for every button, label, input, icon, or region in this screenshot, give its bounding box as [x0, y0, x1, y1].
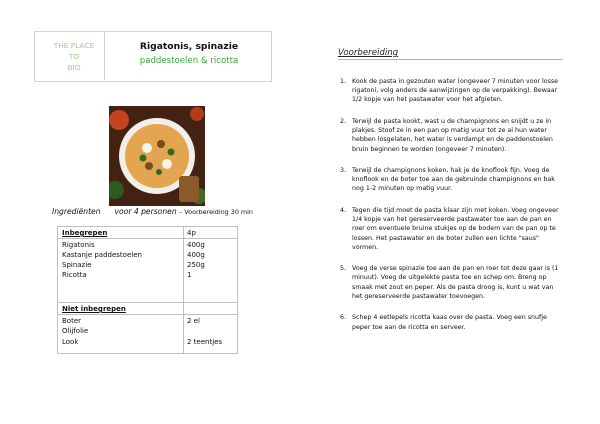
recipe-subtitle: paddestoelen & ricotta: [139, 56, 239, 66]
ingredient-name: Ricotta: [62, 271, 87, 279]
preparation-rule: [338, 59, 563, 60]
step-text: Terwijl de pasta kookt, wast u de champignons en snijdt u ze in plakjes. Stoof ze in een pan op matig vuur tot ze al hun water hebben losgelaten, het water is verdampt en de paddenstoelen bruin beginnen te worden (ongeveer 7 minuten).: [352, 117, 553, 153]
ingredient-qty: 400g: [187, 241, 205, 249]
ingredients-heading: [52, 207, 253, 216]
included-header: Inbegrepen: [62, 229, 108, 237]
step-item: 3. Terwijl de champignons koken, hak je de knoflook fijn. Voeg de knoflook en de boter toe aan de gebruinde champignons en bak nog 1-2 minuten op matig vuur.: [340, 167, 555, 193]
table-divider: [58, 302, 237, 303]
ingredient-name: Look: [62, 338, 79, 346]
step-item: 6. Schep 4 eetlepels ricotta kaas over de pasta. Voeg een snufje peper toe aan de ricotta en serveer.: [340, 314, 547, 331]
ingredient-name: Spinazie: [62, 261, 92, 269]
ingredient-name: Kastanje paddestoelen: [62, 251, 142, 259]
ingredients-table: [57, 226, 238, 354]
brand-logo: [52, 37, 96, 75]
ingredient-qty: 2 el: [187, 317, 200, 325]
table-row: [58, 250, 237, 260]
step-item: 5. Voeg de verse spinazie toe aan de pan en roer tot deze gaar is (1 minuut). Voeg de uitgelekte pasta toe en schep om. Breng op smaak met zout en peper. Als de pasta droog is, kunt u wat van het gereserveerde pastawater toevoegen.: [340, 265, 559, 300]
servings-label: voor 4 personen: [114, 207, 177, 216]
not-included-header-row: [58, 304, 237, 314]
logo-line-2: TO: [68, 52, 80, 61]
table-row: [58, 240, 237, 250]
step-text: Schep 4 eetlepels ricotta kaas over de pasta. Voeg een snufje peper toe aan de ricotta en serveer.: [352, 314, 547, 331]
table-row: [58, 337, 237, 347]
ingredients-label: Ingrediënten: [52, 207, 101, 216]
ingredient-qty: 1: [187, 271, 192, 279]
table-row: [58, 326, 237, 336]
not-included-header: Niet inbegrepen: [62, 305, 126, 313]
step-item: 2. Terwijl de pasta kookt, wast u de champignons en snijdt u ze in plakjes. Stoof ze in een pan op matig vuur tot ze al hun water hebben losgelaten, het water is verdampt en de paddenstoelen bruin beginnen te worden (ongeveer 7 minuten).: [340, 117, 553, 153]
logo-line-3: BIO: [67, 63, 81, 72]
ingredient-qty: 250g: [187, 261, 205, 269]
ingredient-qty: 400g: [187, 251, 205, 259]
ingredient-name: Olijfolie: [62, 327, 89, 335]
table-divider: [58, 314, 237, 315]
table-divider: [58, 238, 237, 239]
dish-photo: [109, 106, 205, 206]
logo-line-1: THE PLACE: [53, 41, 95, 50]
ingredient-name: Rigatonis: [62, 241, 95, 249]
table-row: [58, 260, 237, 270]
recipe-title: Rigatonis, spinazie: [139, 41, 239, 52]
table-row: [58, 270, 237, 280]
ingredient-qty: 2 teentjes: [187, 338, 223, 346]
ingredient-name: Boter: [62, 317, 82, 325]
step-item: 1. Kook de pasta in gezouten water (ongeveer 7 minuten voor losse rigatoni, volg anders de aanwijzingen op de verpakking). Bewaar 1/2 kopje van het pastawater voor het afgieten.: [340, 78, 559, 104]
portion-header: 4p: [187, 229, 196, 237]
step-item: 4. Tegen die tijd moet de pasta klaar zijn met koken. Voeg ongeveer 1/4 kopje van het gereserveerde pastawater toe aan de pan en roer om eventuele bruine stukjes op de bodem van de pan op te lossen. Het pastawater en de boter zullen een lichte "saus" vormen.: [340, 206, 559, 251]
preparation-title: Voorbereiding: [338, 48, 399, 58]
header-divider: [104, 31, 105, 80]
table-header-row: [58, 228, 237, 238]
step-text: Terwijl de champignons koken, hak je de knoflook fijn. Voeg de knoflook en de boter toe aan de gebruinde champignons en bak nog 1-2 minuten op matig vuur.: [352, 167, 555, 193]
step-text: Kook de pasta in gezouten water (ongeveer 7 minuten voor losse rigatoni, volg anders de aanwijzingen op de verpakking). Bewaar 1/2 kopje van het pastawater voor het afgieten.: [352, 78, 559, 104]
prep-time-label: – Voorbereiding 30 min: [179, 208, 253, 216]
preparation-steps: [340, 77, 562, 344]
step-text: Voeg de verse spinazie toe aan de pan en roer tot deze gaar is (1 minuut). Voeg de uitgelekte pasta toe en schep om. Breng op smaak met zout en peper. Als de pasta droog is, kunt u wat van het gereserveerde pastawater toevoegen.: [352, 265, 559, 300]
table-row: [58, 316, 237, 326]
step-text: Tegen die tijd moet de pasta klaar zijn met koken. Voeg ongeveer 1/4 kopje van het gereserveerde pastawater toe aan de pan en roer om eventuele bruine stukjes op de bodem van de pan op te lossen. Het pastawater en de boter zullen een lichte "saus" vormen.: [352, 206, 559, 251]
